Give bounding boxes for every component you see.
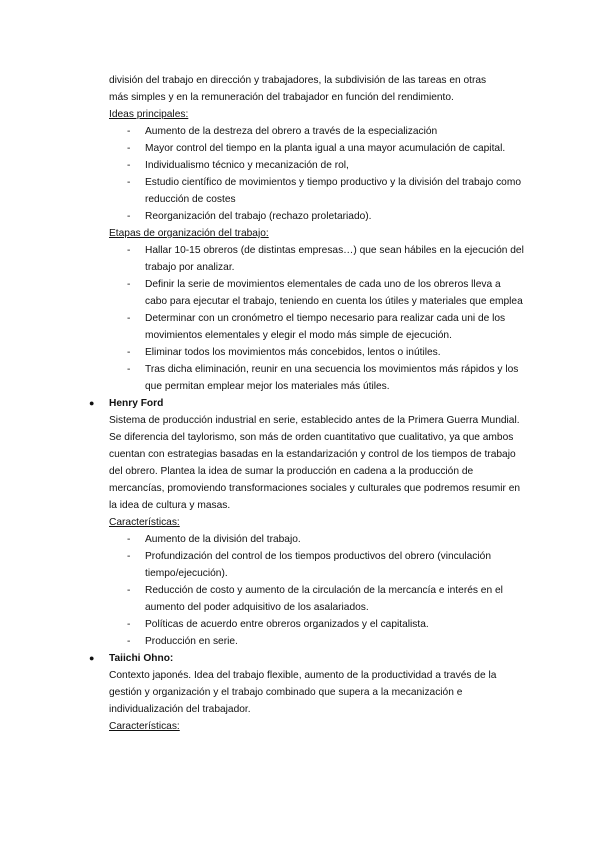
bullet-icon: ● <box>89 653 95 663</box>
list-item: - Aumento de la destreza del obrero a través de la especialización <box>145 123 525 140</box>
list-item: - Reorganización del trabajo (rechazo proletariado). <box>145 208 525 225</box>
list-item: - Individualismo técnico y mecanización de rol, <box>145 157 525 174</box>
list-item: - Determinar con un cronómetro el tiempo necesario para realizar cada uni de los movimientos elementales y elegir el modo más simple de ejecución. <box>145 310 525 344</box>
ohno-caracteristicas-heading: Características: <box>109 721 180 732</box>
intro-line-1: división del trabajo en dirección y trabajadores, la subdivisión de las tareas en otras <box>109 75 487 86</box>
etapas-heading: Etapas de organización del trabajo: <box>109 228 269 239</box>
ideas-heading: Ideas principales: <box>109 109 189 120</box>
list-item: - Aumento de la división del trabajo. <box>145 531 525 548</box>
ideas-list <box>0 123 600 225</box>
list-item: - Definir la serie de movimientos elementales de cada uno de los obreros lleva a cabo para ejecutar el trabajo, teniendo en cuenta los útiles y materiales que emplea <box>145 276 525 310</box>
list-item: - Reducción de costo y aumento de la circulación de la mercancía e interés en el aumento del poder adquisitivo de los asalariados. <box>145 582 525 616</box>
ford-caracteristicas-list <box>0 531 600 650</box>
page-content <box>0 72 600 735</box>
list-item: - Mayor control del tiempo en la planta igual a una mayor acumulación de capital. <box>145 140 525 157</box>
list-item: - Profundización del control de los tiempos productivos del obrero (vinculación tiempo/ejecución). <box>145 548 525 582</box>
ford-heading <box>89 395 600 412</box>
ohno-name: Taiichi Ohno: <box>109 653 174 664</box>
list-item: - Producción en serie. <box>145 633 525 650</box>
list-item: - Eliminar todos los movimientos más concebidos, lentos o inútiles. <box>145 344 525 361</box>
ohno-heading <box>89 650 600 667</box>
intro-line-2: más simples y en la remuneración del trabajador en función del rendimiento. <box>109 92 454 103</box>
intro-paragraph <box>109 72 529 106</box>
list-item: - Hallar 10-15 obreros (de distintas empresas…) que sean hábiles en la ejecución del trabajo por analizar. <box>145 242 525 276</box>
list-item: - Tras dicha eliminación, reunir en una secuencia los movimientos más rápidos y los que permitan emplear mejor los materiales más útiles. <box>145 361 525 395</box>
ford-description: Sistema de producción industrial en serie, establecido antes de la Primera Guerra Mundial. Se diferencia del taylorismo, son más de orden cuantitativo que cualitativo, ya que ambos cuentan con estrategias basadas en la estandarización y control de los tiempos de trabajo del obrero. Plantea la idea de sumar la producción en cadena a la producción de mercancías, promoviendo transformaciones sociales y culturales que podremos resumir en la idea de cultura y masas. <box>109 415 521 511</box>
list-item: - Estudio científico de movimientos y tiempo productivo y la división del trabajo como reducción de costes <box>145 174 525 208</box>
ohno-description: Contexto japonés. Idea del trabajo flexible, aumento de la productividad a través de la gestión y organización y el trabajo combinado que supera a la mecanización e individualización del trabajador. <box>109 670 497 715</box>
ford-name: Henry Ford <box>109 398 164 409</box>
bullet-icon: ● <box>89 398 95 408</box>
etapas-list <box>0 242 600 395</box>
ford-caracteristicas-heading: Características: <box>109 517 180 528</box>
list-item: - Políticas de acuerdo entre obreros organizados y el capitalista. <box>145 616 525 633</box>
